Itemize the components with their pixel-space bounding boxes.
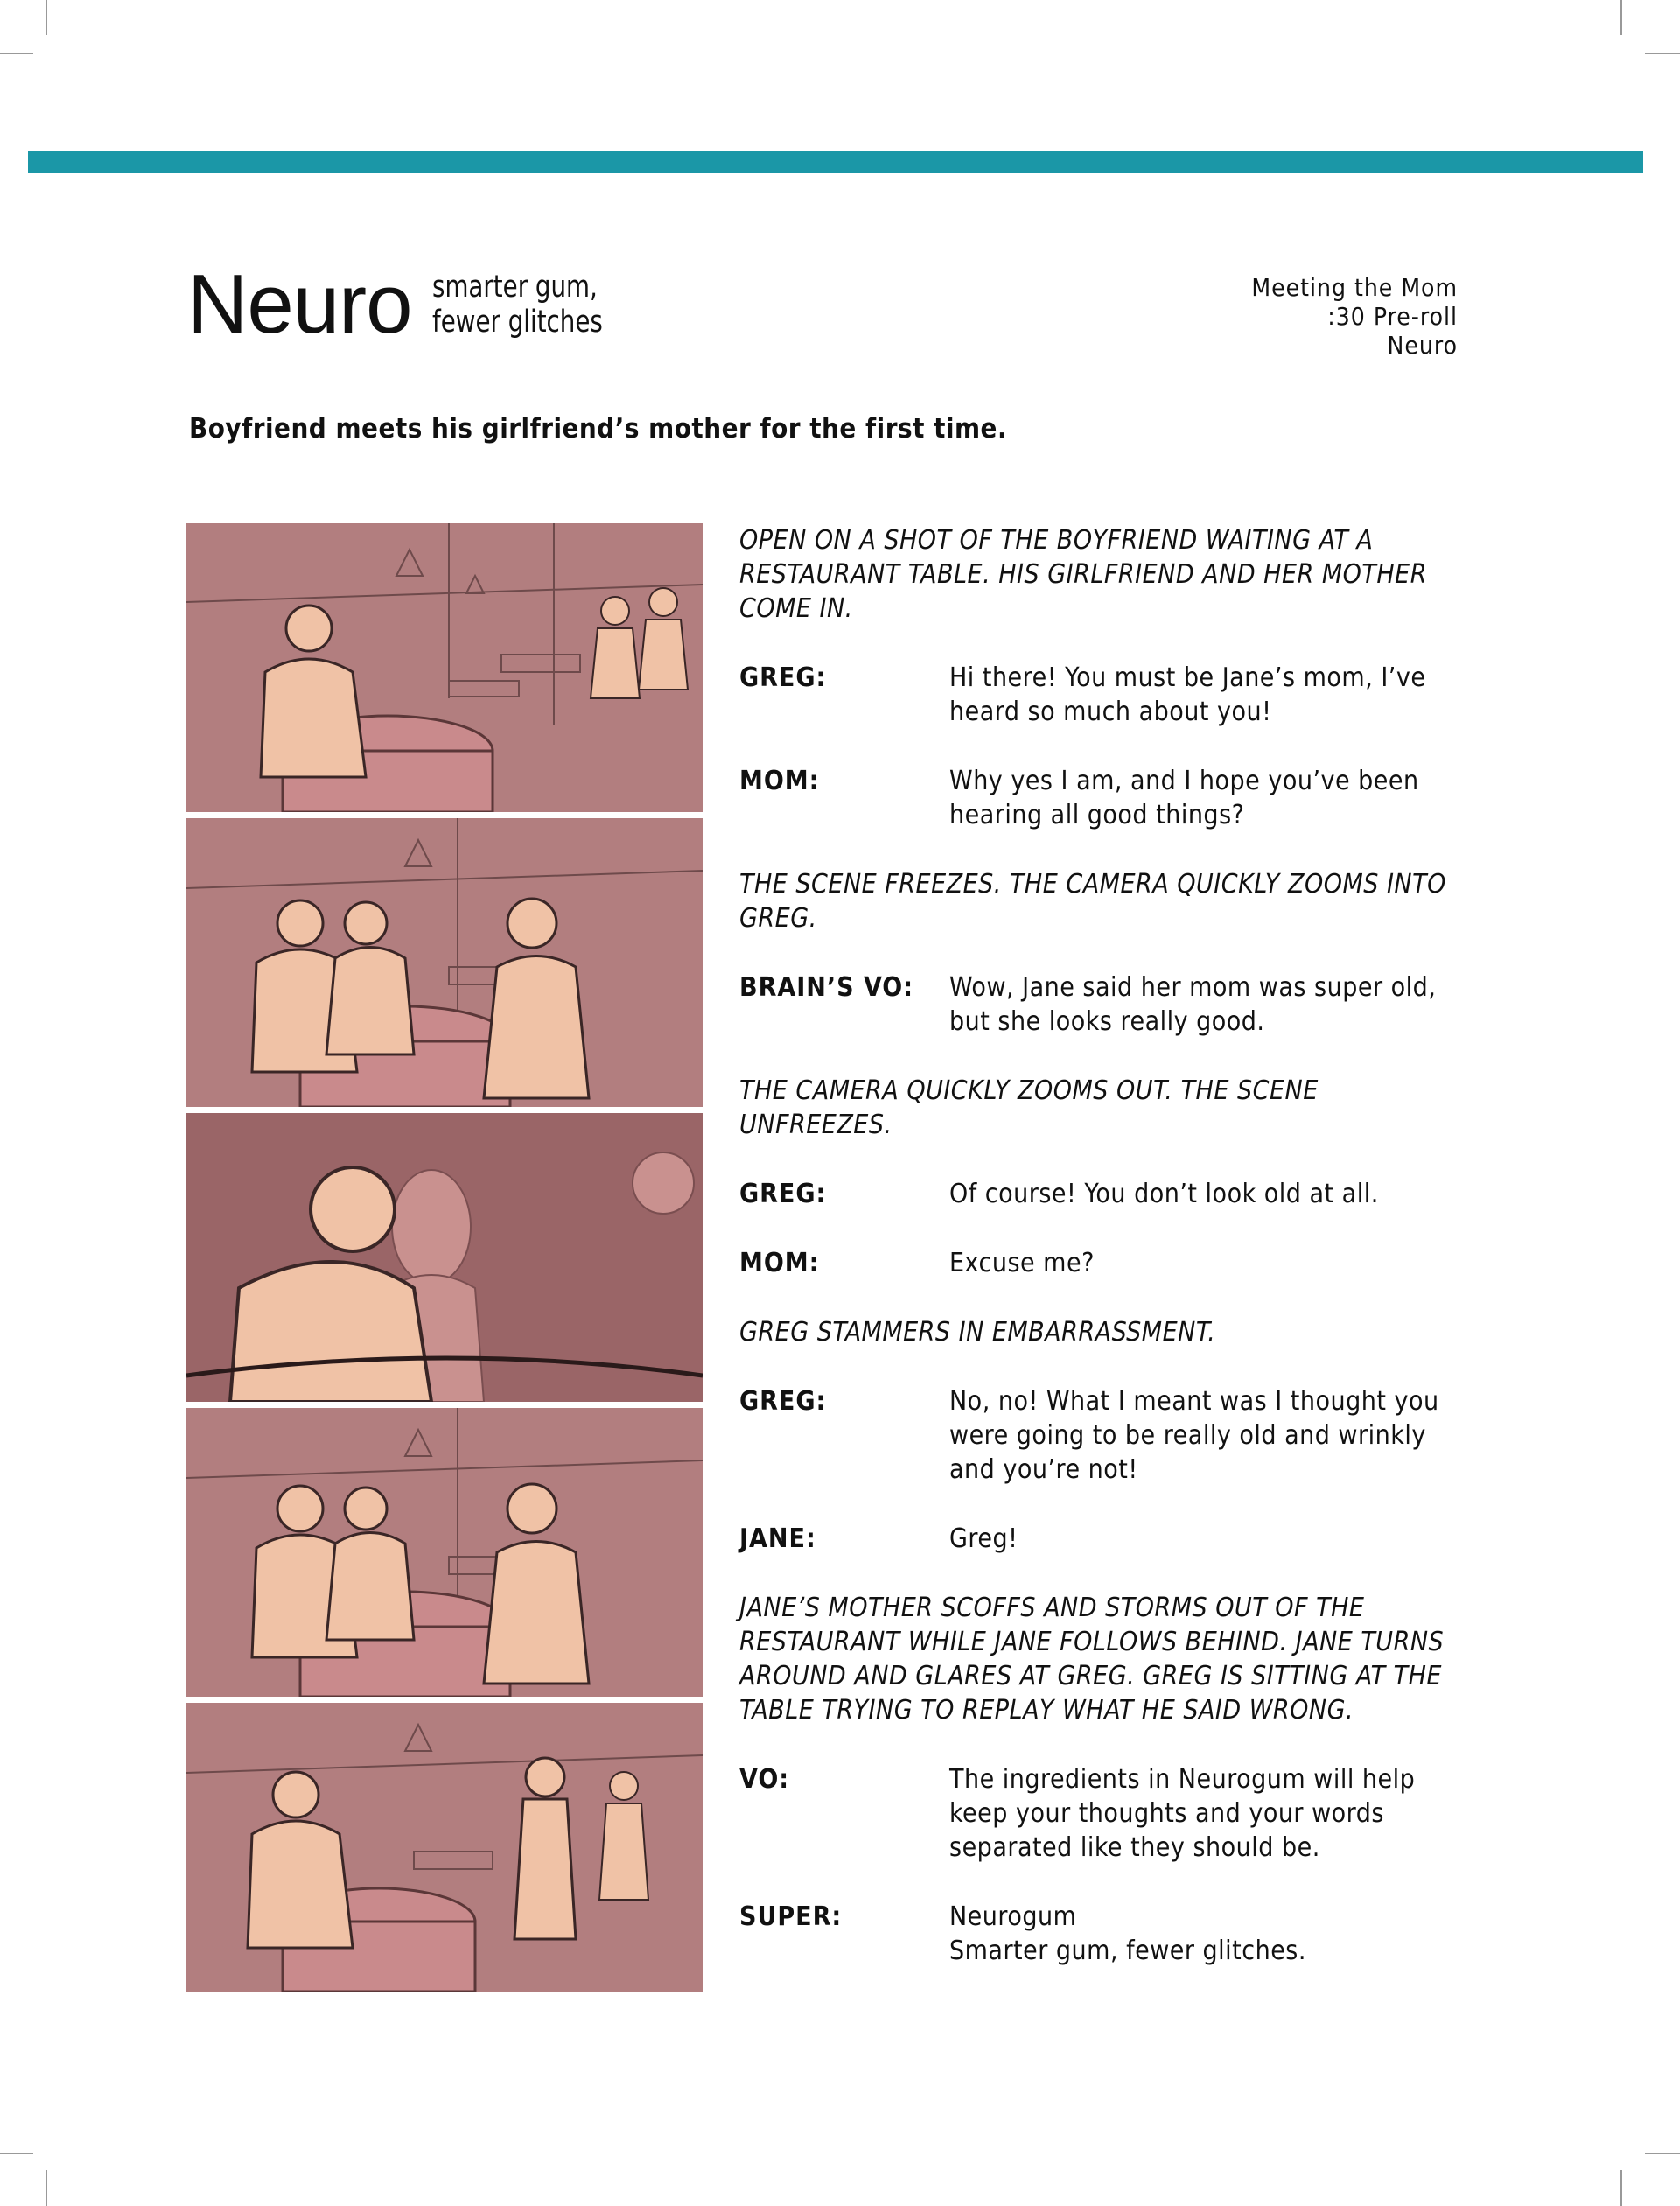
dialogue-row: [739, 764, 1466, 832]
tagline-line-2: fewer glitches: [432, 305, 604, 340]
storyboard-panel-1: [186, 523, 703, 812]
crop-mark: [1620, 0, 1622, 35]
dialogue-line: Of course! You don’t look old at all.: [949, 1179, 1379, 1209]
storyboard-panels: [186, 523, 703, 1998]
crop-mark: [46, 2170, 47, 2206]
logo-wordmark: Neuro: [187, 257, 412, 351]
crop-mark: [0, 53, 33, 54]
dialogue-row: [739, 1522, 1466, 1556]
dialogue-line: No, no! What I meant was I thought you were going to be really old and wrinkly and you’re not!: [949, 1386, 1439, 1485]
action-line: GREG STAMMERS IN EMBARRASSMENT.: [739, 1317, 1216, 1348]
script-column: [739, 523, 1466, 2003]
dialogue-line: Neurogum Smarter gum, fewer glitches.: [949, 1901, 1306, 1966]
crop-mark: [46, 0, 47, 35]
speaker-name: JANE:: [739, 1523, 816, 1554]
panel-1-illustration: [186, 523, 703, 812]
storyboard-panel-3: [186, 1113, 703, 1402]
speaker-name: GREG:: [739, 1179, 827, 1209]
spot-format: :30 Pre-roll: [1327, 302, 1458, 331]
speaker-name: VO:: [739, 1764, 790, 1795]
speaker-name: MOM:: [739, 1248, 820, 1278]
crop-mark: [1645, 2153, 1680, 2154]
tagline-line-1: smarter gum,: [432, 270, 598, 305]
crop-mark: [1620, 2170, 1622, 2206]
panel-2-illustration: [186, 818, 703, 1107]
action-line: OPEN ON A SHOT OF THE BOYFRIEND WAITING AT A RESTAURANT TABLE. HIS GIRLFRIEND AND HER MOTHER COME IN.: [739, 525, 1427, 624]
dialogue-row: [739, 1900, 1466, 1968]
speaker-name: MOM:: [739, 766, 820, 796]
header-accent-bar: [28, 151, 1643, 173]
crop-mark: [0, 2153, 33, 2154]
action-line: THE CAMERA QUICKLY ZOOMS OUT. THE SCENE UNFREEZES.: [739, 1075, 1319, 1140]
dialogue-line: Excuse me?: [949, 1248, 1095, 1278]
crop-mark: [1645, 53, 1680, 54]
storyboard-panel-5: [186, 1703, 703, 1992]
speaker-name: BRAIN’S VO:: [739, 972, 914, 1003]
storyboard-panel-2: [186, 818, 703, 1107]
speaker-name: SUPER:: [739, 1901, 843, 1932]
dialogue-line: The ingredients in Neurogum will help keep your thoughts and your words separated like they should be.: [949, 1764, 1416, 1863]
logline: Boyfriend meets his girlfriend’s mother for the first time.: [189, 413, 1008, 445]
speaker-name: GREG:: [739, 662, 827, 693]
logo-tagline: [432, 270, 603, 340]
dialogue-row: [739, 1246, 1466, 1280]
dialogue-line: Why yes I am, and I hope you’ve been hearing all good things?: [949, 766, 1419, 830]
brand-logo: [187, 257, 626, 351]
panel-5-illustration: [186, 1703, 703, 1992]
action-line: JANE’S MOTHER SCOFFS AND STORMS OUT OF THE RESTAURANT WHILE JANE FOLLOWS BEHIND. JANE TURNS AROUND AND GLARES AT GREG. GREG IS SITTING AT THE TABLE TRYING TO REPLAY WHAT HE SAID WRONG.: [739, 1593, 1445, 1726]
dialogue-row: [739, 1384, 1466, 1487]
action-line: THE SCENE FREEZES. THE CAMERA QUICKLY ZOOMS INTO GREG.: [739, 869, 1446, 934]
dialogue-row: [739, 970, 1466, 1039]
dialogue-row: [739, 1177, 1466, 1211]
speaker-name: GREG:: [739, 1386, 827, 1417]
dialogue-row: [739, 661, 1466, 729]
panel-3-illustration: [186, 1113, 703, 1402]
spot-meta: [1251, 273, 1458, 360]
spot-title: Meeting the Mom: [1251, 273, 1458, 302]
panel-4-illustration: [186, 1408, 703, 1697]
storyboard-panel-4: [186, 1408, 703, 1697]
dialogue-row: [739, 1762, 1466, 1865]
dialogue-line: Hi there! You must be Jane’s mom, I’ve heard so much about you!: [949, 662, 1426, 727]
dialogue-line: Greg!: [949, 1523, 1018, 1554]
spot-client: Neuro: [1387, 331, 1458, 360]
dialogue-line: Wow, Jane said her mom was super old, but she looks really good.: [949, 972, 1437, 1037]
